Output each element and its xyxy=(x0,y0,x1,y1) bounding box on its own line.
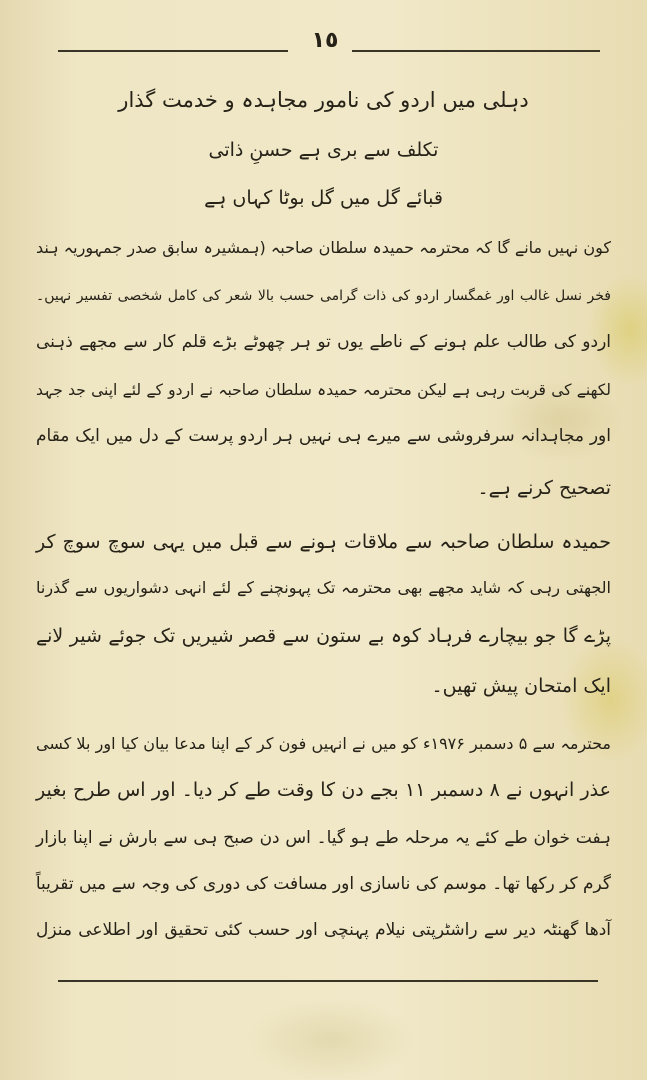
paragraph-1-line-4: لکھنے کی قربت رہی ہے لیکن محترمہ حمیدہ سلطان صاحبہ نے اردو کے لئے اپنی جد جہد xyxy=(36,381,611,399)
paragraph-1-line-5: اور مجاہدانہ سرفروشی سے میرے ہی نہیں ہر اردو پرست کے دل میں ایک مقام xyxy=(36,426,611,446)
paragraph-1-line-6: تصحیح کرنے ہے۔ xyxy=(477,477,611,499)
paragraph-1-line-2: فخر نسل غالب اور غمگسار اردو کی ذات گرامی حسب بالا شعر کی کامل شخصی تفسیر نہیں۔ xyxy=(36,288,611,304)
paragraph-2-line-1: حمیدہ سلطان صاحبہ سے ملاقات ہونے سے قبل میں یہی سوچ سوچ کر xyxy=(36,531,611,553)
couplet-line-1: تکلف سے بری ہے حسنِ ذاتی xyxy=(208,139,439,161)
footer-rule xyxy=(58,980,598,982)
paragraph-3-line-2: عذر انہوں نے ۸ دسمبر ۱۱ بجے دن کا وقت طے کر دیا۔ اور اس طرح بغیر xyxy=(36,779,611,801)
chapter-title: دہلی میں اردو کی نامور مجاہدہ و خدمت گذار xyxy=(118,88,529,112)
paragraph-1-line-1: کون نہیں مانے گا کہ محترمہ حمیدہ سلطان صاحبہ (ہمشیرہ سابق صدر جمہوریہ ہند xyxy=(36,238,611,257)
couplet-line-2: قبائے گل میں گل بوٹا کہاں ہے xyxy=(204,187,443,209)
paragraph-3-line-5: آدھا گھنٹہ دیر سے راشٹرپتی نیلام پہنچی اور حسب کئی تحقیق اور اطلاعی منزل xyxy=(36,920,611,940)
paragraph-3-line-4: گرم کر رکھا تھا۔ موسم کی ناسازی اور مسافت کی دوری کی وجہ سے میں تقریباً xyxy=(35,874,611,894)
paragraph-2-line-4: ایک امتحان پیش تھیں۔ xyxy=(431,675,611,697)
paragraph-1-line-3: اردو کی طالب علم ہونے کے ناطے یوں تو ہر چھوٹے بڑے قلم کار سے مجھے ذہنی xyxy=(36,332,611,352)
header-rule-left xyxy=(58,50,288,52)
page-number: ١٥ xyxy=(311,28,339,53)
paragraph-3-line-3: ہفت خوان طے کئے یہ مرحلہ طے ہو گیا۔ اس دن صبح ہی سے بارش نے اپنا بازار xyxy=(36,828,611,848)
paragraph-3-line-1: محترمہ سے ۵ دسمبر ۱۹۷۶ء کو میں نے انہیں فون کر کے اپنا مدعا بیان کیا اور بلا کسی xyxy=(36,734,611,753)
paragraph-2-line-2: الجھتی رہی کہ شاید مجھے بھی محترمہ تک پہونچنے کے لئے انہی دشواریوں سے گذرنا xyxy=(36,578,611,597)
paragraph-2-line-3: پڑے گا جو بیچارے فرہاد کوہ بے ستون سے قصر شیریں تک جوئے شیر لانے xyxy=(36,625,611,647)
header-rule-right xyxy=(352,50,600,52)
